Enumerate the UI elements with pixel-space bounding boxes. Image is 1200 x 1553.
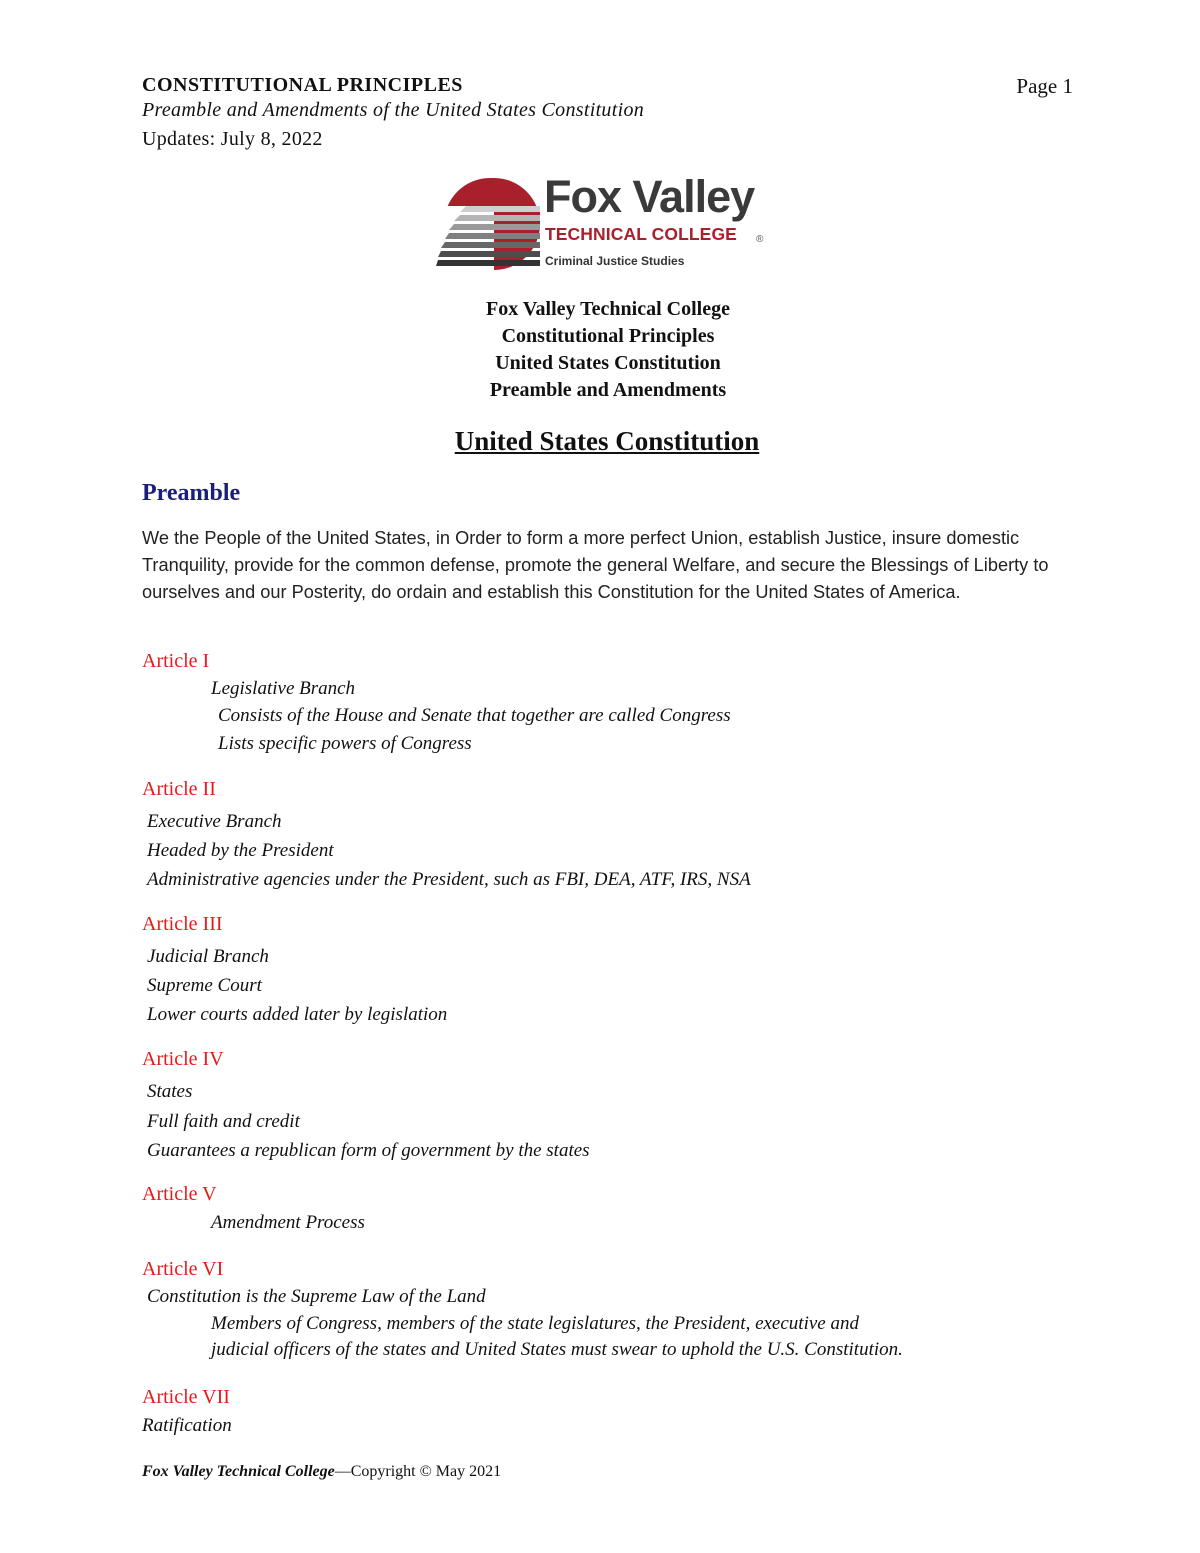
article-2-line-1: Executive Branch xyxy=(147,811,282,832)
article-5-heading: Article V xyxy=(142,1183,217,1205)
article-5-line-1: Amendment Process xyxy=(211,1212,365,1233)
page-number: Page 1 xyxy=(1016,74,1073,98)
article-1-heading: Article I xyxy=(142,650,210,672)
article-1-line-3: Lists specific powers of Congress xyxy=(218,733,472,754)
header-title: CONSTITUTIONAL PRINCIPLES xyxy=(142,74,463,96)
article-6-heading: Article VI xyxy=(142,1258,224,1280)
preamble-heading: Preamble xyxy=(142,480,241,506)
logo-emblem-icon xyxy=(436,178,546,270)
logo-technical-college: TECHNICAL COLLEGE xyxy=(545,224,737,244)
article-4-line-3: Guarantees a republican form of government by the states xyxy=(147,1140,590,1161)
article-3-line-1: Judicial Branch xyxy=(147,946,269,967)
article-7-heading: Article VII xyxy=(142,1386,230,1408)
header-updates: Updates: July 8, 2022 xyxy=(142,128,323,150)
article-7-line-1: Ratification xyxy=(142,1415,232,1436)
page-footer xyxy=(142,1463,501,1481)
college-logo xyxy=(436,171,776,270)
article-1-line-1: Legislative Branch xyxy=(211,678,356,699)
logo-name: Fox Valley xyxy=(544,171,755,222)
article-6-line-3: judicial officers of the states and United States must swear to uphold the U.S. Constitution. xyxy=(211,1339,903,1360)
article-2-line-2: Headed by the President xyxy=(147,840,334,861)
article-4-line-2: Full faith and credit xyxy=(147,1111,300,1132)
title-block xyxy=(0,296,1200,404)
article-2-heading: Article II xyxy=(142,778,216,800)
article-3-line-3: Lower courts added later by legislation xyxy=(147,1004,448,1025)
preamble-text: We the People of the United States, in Order to form a more perfect Union, establish Justice, insure domestic Tranquility, provide for the common defense, promote the general Welfare, and secure the Blessings of Liberty to ourselves and our Posterity, do ordain and establish this Constitution for the United States of America. xyxy=(142,528,1049,602)
title-line-3: United States Constitution xyxy=(495,352,721,374)
logo-department: Criminal Justice Studies xyxy=(545,254,685,268)
article-3-heading: Article III xyxy=(142,913,223,935)
logo-registered-mark: ® xyxy=(756,234,764,245)
article-3-line-2: Supreme Court xyxy=(147,975,262,996)
footer-org: Fox Valley Technical College xyxy=(142,1463,335,1480)
header-subtitle: Preamble and Amendments of the United States Constitution xyxy=(142,99,645,121)
footer-copyright: —Copyright © May 2021 xyxy=(334,1463,502,1480)
title-line-4: Preamble and Amendments xyxy=(489,379,727,401)
title-line-1: Fox Valley Technical College xyxy=(486,298,730,320)
title-line-2: Constitutional Principles xyxy=(501,325,715,347)
article-6-line-2: Members of Congress, members of the state legislatures, the President, executive and xyxy=(211,1313,859,1334)
article-1-line-2: Consists of the House and Senate that together are called Congress xyxy=(218,705,731,726)
article-6-line-1: Constitution is the Supreme Law of the Land xyxy=(147,1286,486,1307)
article-2-line-3: Administrative agencies under the President, such as FBI, DEA, ATF, IRS, NSA xyxy=(147,869,751,890)
article-4-line-1: States xyxy=(147,1081,193,1102)
main-title: United States Constitution xyxy=(454,426,760,456)
article-4-heading: Article IV xyxy=(142,1048,224,1070)
